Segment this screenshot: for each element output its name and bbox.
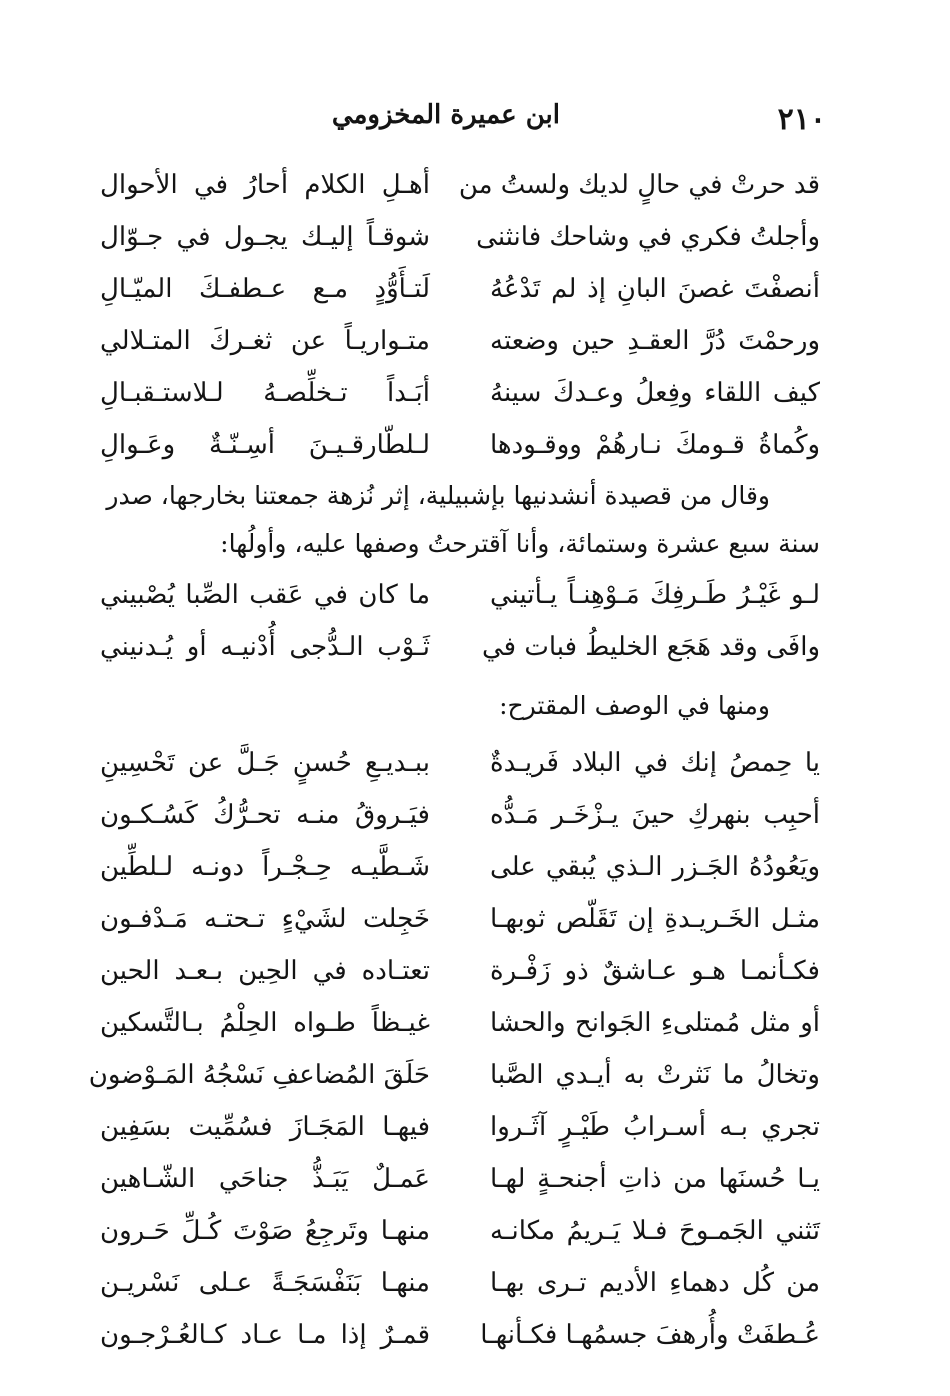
verse: [100, 572, 820, 624]
poem-1: [100, 162, 820, 474]
verse-second-hemistich: حَلَقَ المُضاعفِ نَسْجُهُ المَـوْضون: [88, 1060, 430, 1090]
verse-second-hemistich: شوقـاً إليـك يجـول في جـوّال: [100, 222, 430, 252]
verse-second-hemistich: قمـرٌ إذا مـا عـاد كـالعُـرْجـون: [100, 1320, 430, 1350]
verse-first-hemistich: يا حِمصُ إنك في البلاد فَريـدةٌ: [490, 748, 820, 778]
running-head: ابن عميرة المخزومي: [331, 100, 560, 130]
verse-second-hemistich: خَجِلت لشَيْءٍ تـحتـه مَـدْفـون: [100, 904, 430, 934]
verse-second-hemistich: ببـديـعِ حُسنٍ جَـلَّ عن تَحْسِينِ: [100, 748, 430, 778]
verse: [100, 1260, 820, 1312]
verse-second-hemistich: منهـا وتَرجِعُ صَوْتَ كُـلِّ حَـرون: [100, 1216, 430, 1246]
verse-second-hemistich: ما كان في عَقب الصِّبا يُصْبيني: [100, 580, 430, 610]
verse: [100, 948, 820, 1000]
verse: [100, 422, 820, 474]
verse-first-hemistich: أحبِب بنهركِ حينَ يـزْخَـر مَـدُّه: [490, 800, 820, 830]
verse-first-hemistich: مثـل الخَـريـدةِ إن تَقَلّص ثوبهـا: [490, 904, 820, 934]
verse: [100, 266, 820, 318]
verse: [100, 740, 820, 792]
verse-first-hemistich: يـا حُسنَها من ذاتِ أجنحـةٍ لهـا: [490, 1164, 820, 1194]
verse-second-hemistich: عَمـلٌ يَبَـذُّ جناحَي الشّـاهين: [100, 1164, 430, 1194]
verse: [100, 370, 820, 422]
verse-second-hemistich: ثَـوْب الـدُّجى أُدْنيـه أو يُـدنيني: [100, 632, 430, 662]
verse: [100, 318, 820, 370]
verse-second-hemistich: شَـطَّيـه حِـجْـراً دونـه لـلطِّين: [100, 852, 430, 882]
poem-3: [88, 740, 820, 1364]
verse-first-hemistich: أو مثل مُمتلىءِ الجَوانح والحشا: [490, 1008, 820, 1038]
verse-second-hemistich: فيهـا المَجَـازَ فسُمِّيت بسَفِين: [100, 1112, 430, 1142]
prose-line: سنة سبع عشرة وستمائة، وأنا آقترحتُ وصفها عليه، وأولُها:: [220, 529, 820, 558]
verse-second-hemistich: غيـظاً طـواه الحِلْمُ بـالتَّسكين: [100, 1008, 430, 1038]
verse: [100, 162, 820, 214]
verse-first-hemistich: من كُل دهماءِ الأديم تـرى بهـا: [490, 1268, 820, 1298]
verse-first-hemistich: لـو غَيْـرُ طَـرفِكَ مَـوْهِنـاً يـأتيني: [490, 580, 820, 610]
verse-first-hemistich: وافَى وقد هَجَع الخليطُ فبات في: [482, 632, 820, 662]
verse-first-hemistich: وأجلتُ فكري في وشاحك فانثنى: [476, 222, 820, 252]
verse-first-hemistich: ويَعُودُهُ الجَـزر الـذي يُبقي على: [490, 852, 820, 882]
verse: [100, 1000, 820, 1052]
verse: [100, 1104, 820, 1156]
verse-first-hemistich: فكـأنمـا هـو عـاشقٌ ذو زَفْـرة: [490, 956, 820, 986]
verse-second-hemistich: فيَـروقُ منـه تحـرُّكُ كَسُـكـون: [100, 800, 430, 830]
verse-first-hemistich: وكُماةُ قـومكَ نـارهُمْ ووقـودها: [490, 430, 820, 460]
verse-first-hemistich: ورحمْتَ دُرَّ العقـدِ حين وضعته: [490, 326, 820, 356]
verse-first-hemistich: كيف اللقاء وفِعلُ وعـدكَ سينهُ: [490, 378, 820, 408]
prose-paragraph: [100, 472, 820, 568]
verse: [100, 896, 820, 948]
verse: [100, 792, 820, 844]
verse-first-hemistich: تَثني الجَمـوحَ فـلا يَـريمُ مكانـه: [490, 1216, 820, 1246]
verse-first-hemistich: وتخالُ ما نَثرتْ به أيـدي الصَّبا: [490, 1060, 820, 1090]
prose-line: وقال من قصيدة أنشدنيها بإشبيلية، إثر نُزهة جمعتنا بخارجها، صدر: [106, 481, 770, 510]
verse: [100, 1312, 820, 1364]
verse: [100, 1156, 820, 1208]
verse: [100, 214, 820, 266]
verse-second-hemistich: أهـلِ الكلام أحارُ في الأحوال: [100, 170, 430, 200]
poem-2: [100, 572, 820, 676]
page-header: [100, 92, 850, 142]
verse-first-hemistich: قد حرتْ في حالٍ لديك ولستُ من: [458, 170, 820, 200]
verse-first-hemistich: عُـطفَتْ وأُرهفَ جسمُهـا فكـأنهـا: [480, 1320, 820, 1350]
verse-second-hemistich: أبَـداً تـخلِّصـهُ لـلاستـقبـالِ: [100, 378, 430, 408]
verse-second-hemistich: لـلطّارقـيـنَ أسِـنّـةٌ وعَـوالِ: [100, 430, 430, 460]
verse-second-hemistich: متـواريـاً عن ثغـركَ المتـلالي: [100, 326, 430, 356]
verse: [100, 844, 820, 896]
prose-intro: ومنها في الوصف المقترح:: [499, 691, 770, 720]
verse: [100, 624, 820, 676]
verse: [100, 1208, 820, 1260]
verse: [88, 1052, 820, 1104]
verse-second-hemistich: لَتـأَوُّدٍ مـع عـطفـكَ الميّـالِ: [100, 274, 430, 304]
verse-first-hemistich: تجري بـه أسـرابُ طَيْـرٍ آثَـروا: [490, 1112, 820, 1142]
verse-first-hemistich: أنصفْتَ غصنَ البانِ إذ لم تَدْعُهُ: [490, 274, 820, 304]
page-number: ٢١٠: [777, 102, 826, 137]
verse-second-hemistich: منهـا بَنَفْسَجَـةً عـلى نَسْريـن: [100, 1268, 430, 1298]
verse-second-hemistich: تعتـاده في الحِين بـعـد الحين: [100, 956, 430, 986]
